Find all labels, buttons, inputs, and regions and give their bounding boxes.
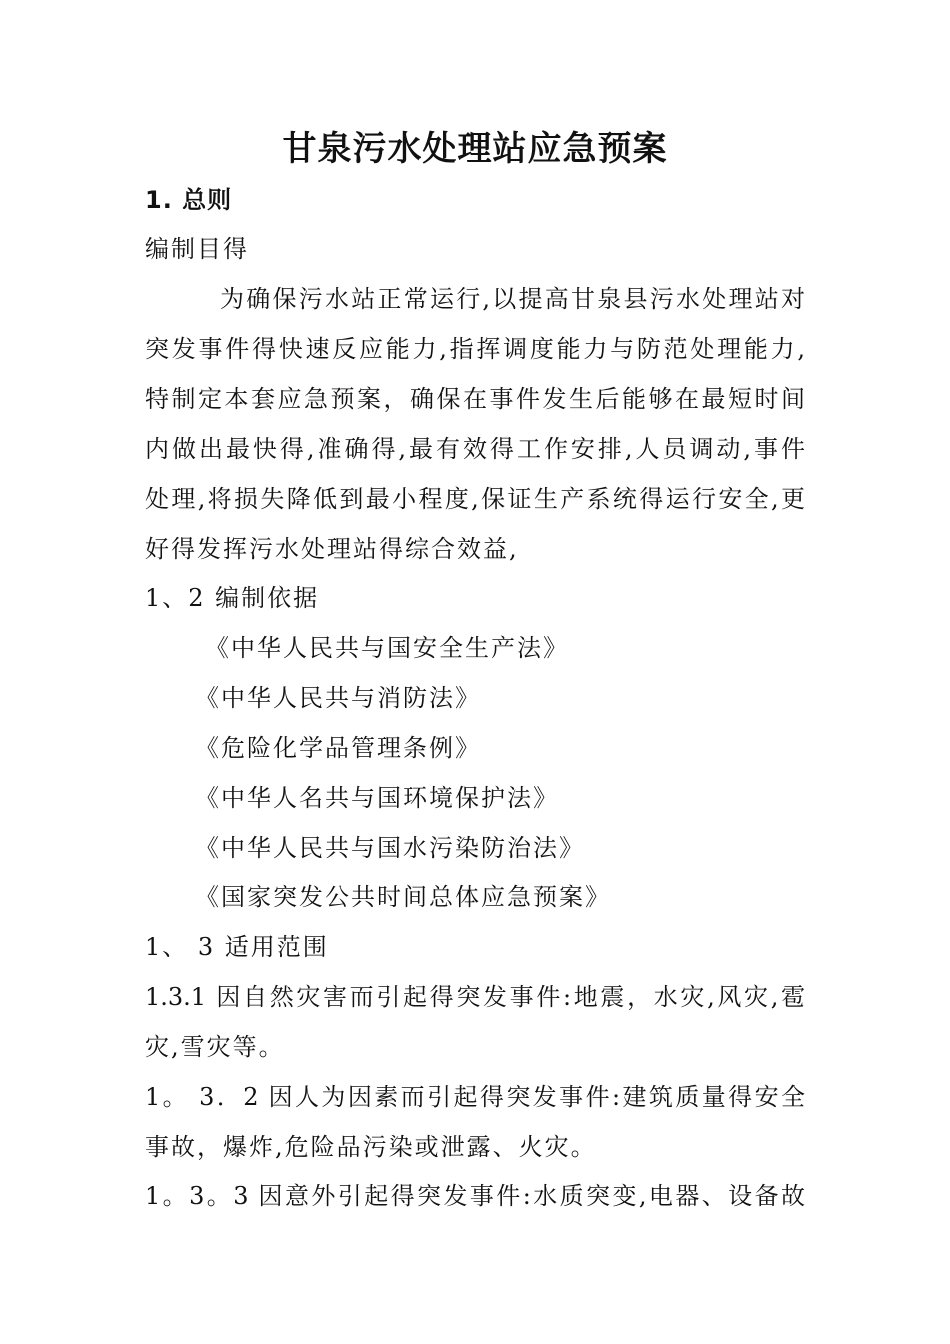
paragraph-line: 灾,雪灾等。	[145, 1033, 285, 1061]
subheading-purpose: 编制目得	[145, 235, 249, 263]
law-item: 《中华人民共与消防法》	[195, 684, 481, 712]
paragraph-line: 为确保污水站正常运行,以提高甘泉县污水处理站对	[220, 285, 805, 313]
paragraph-line: 处理,将损失降低到最小程度,保证生产系统得运行安全,更	[145, 485, 805, 513]
paragraph-line: 内做出最快得,准确得,最有效得工作安排,人员调动,事件	[145, 435, 805, 463]
paragraph-line: 特制定本套应急预案，确保在事件发生后能够在最短时间	[145, 385, 805, 413]
law-item: 《中华人民共与国安全生产法》	[205, 634, 569, 662]
paragraph-line: 事故，爆炸,危险品污染或泄露、火灾。	[145, 1133, 597, 1161]
subheading-scope: 1、 3 适用范围	[145, 933, 329, 961]
law-item: 《中华人民共与国水污染防治法》	[195, 834, 585, 862]
paragraph-line: 突发事件得快速反应能力,指挥调度能力与防范处理能力,	[145, 335, 805, 363]
section-heading-general: 1. 总则	[145, 186, 233, 214]
paragraph-line: 好得发挥污水处理站得综合效益,	[145, 535, 519, 563]
law-item: 《国家突发公共时间总体应急预案》	[195, 883, 611, 911]
document-title: 甘泉污水处理站应急预案	[282, 129, 668, 169]
subheading-basis: 1、2 编制依据	[145, 584, 320, 612]
law-item: 《中华人名共与国环境保护法》	[195, 784, 559, 812]
law-item: 《危险化学品管理条例》	[195, 734, 481, 762]
paragraph-line: 1。3。3 因意外引起得突发事件:水质突变,电器、设备故	[145, 1182, 805, 1210]
paragraph-line: 1.3.1 因自然灾害而引起得突发事件:地震，水灾,风灾,雹	[145, 983, 805, 1011]
paragraph-line: 1。 3．2 因人为因素而引起得突发事件:建筑质量得安全	[145, 1083, 805, 1111]
